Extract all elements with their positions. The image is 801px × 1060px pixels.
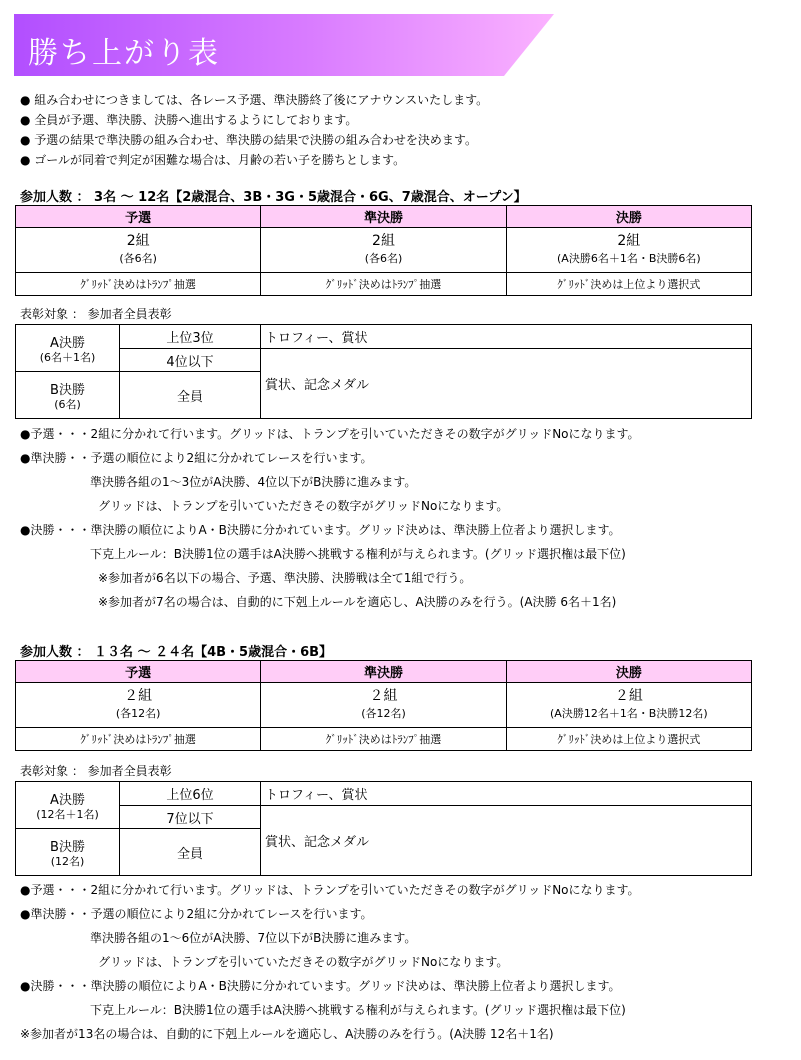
rank-all: 全員 xyxy=(120,372,261,419)
section1-heading: 参加人数 ： 3名 ～ 12名【2歳混合、3B・3G・5歳混合・6G、7歳混合、オープン】 xyxy=(20,190,527,205)
note-item: ● 予選の結果で準決勝の組み合わせ、準決勝の結果で決勝の組み合わせを決めます。 xyxy=(20,133,477,147)
rank-top: 上位6位 xyxy=(120,782,261,806)
prize-rest: 賞状、記念メダル xyxy=(261,349,752,419)
rank-below: 7位以下 xyxy=(120,806,261,829)
rank-below: 4位以下 xyxy=(120,349,261,372)
qualifying-groups: 2組 (各6名) xyxy=(16,228,261,273)
general-notes xyxy=(20,90,488,170)
explanation-line: 下克上ルール：B決勝1位の選手はA決勝へ挑戦する権利が与えられます。(グリッド選択権は最下位) xyxy=(90,547,626,561)
explanation-line: グリッドは、トランプを引いていただきその数字がグリッドNoになります。 xyxy=(98,955,509,969)
explanation-line: 下克上ルール：B決勝1位の選手はA決勝へ挑戦する権利が与えられます。(グリッド選択権は最下位) xyxy=(90,1003,626,1017)
col-semifinal: 準決勝 xyxy=(261,206,506,228)
semifinal-groups: ２組 (各12名) xyxy=(261,683,506,728)
section2-award-table xyxy=(15,781,752,876)
prize-top: トロフィー、賞状 xyxy=(261,325,752,349)
explanation-line: グリッドは、トランプを引いていただきその数字がグリッドNoになります。 xyxy=(98,499,509,513)
col-semifinal: 準決勝 xyxy=(261,661,506,683)
qualifying-method: ｸﾞﾘｯﾄﾞ決めはﾄﾗﾝﾌﾟ抽選 xyxy=(16,273,261,296)
rank-all: 全員 xyxy=(120,829,261,876)
title-banner xyxy=(14,14,554,76)
b-final-cell: B決勝 (12名) xyxy=(16,829,120,876)
page-title: 勝ち上がり表 xyxy=(28,36,220,71)
col-qualifying: 予選 xyxy=(16,661,261,683)
explanation-line: ※参加者が13名の場合は、自動的に下剋上ルールを適応し、A決勝のみを行う。(A決勝 12名＋1名) xyxy=(20,1027,554,1041)
col-final: 決勝 xyxy=(506,206,751,228)
section1-round-table xyxy=(15,205,752,296)
explanation-line: 準決勝各組の1～6位がA決勝、7位以下がB決勝に進みます。 xyxy=(90,931,417,945)
explanation-line: ※参加者が7名の場合は、自動的に下剋上ルールを適応し、A決勝のみを行う。(A決勝 6名＋1名) xyxy=(98,595,617,609)
final-method: ｸﾞﾘｯﾄﾞ決めは上位より選択式 xyxy=(506,728,751,751)
explanation-line: 準決勝各組の1～3位がA決勝、4位以下がB決勝に進みます。 xyxy=(90,475,417,489)
section1-explanations xyxy=(20,422,640,614)
rank-top: 上位3位 xyxy=(120,325,261,349)
section2-award-caption: 表彰対象 ： 参加者全員表彰 xyxy=(20,764,172,778)
prize-top: トロフィー、賞状 xyxy=(261,782,752,806)
a-final-cell: A決勝 (12名＋1名) xyxy=(16,782,120,829)
note-item: ● ゴールが同着で判定が困難な場合は、月齢の若い子を勝ちとします。 xyxy=(20,153,406,167)
a-final-cell: A決勝 (6名＋1名) xyxy=(16,325,120,372)
section1-award-caption: 表彰対象 ： 参加者全員表彰 xyxy=(20,307,172,321)
final-groups: 2組 (A決勝6名＋1名・B決勝6名) xyxy=(506,228,751,273)
semifinal-groups: 2組 (各6名) xyxy=(261,228,506,273)
explanation-line: ●決勝・・・準決勝の順位によりA・B決勝に分かれています。グリッド決めは、準決勝上位者より選択します。 xyxy=(20,979,621,993)
semifinal-method: ｸﾞﾘｯﾄﾞ決めはﾄﾗﾝﾌﾟ抽選 xyxy=(261,728,506,751)
explanation-line: ●予選・・・2組に分かれて行います。グリッドは、トランプを引いていただきその数字がグリッドNoになります。 xyxy=(20,883,640,897)
prize-rest: 賞状、記念メダル xyxy=(261,806,752,876)
col-final: 決勝 xyxy=(506,661,751,683)
section1-award-table xyxy=(15,324,752,419)
section2-explanations xyxy=(20,878,640,1046)
explanation-line: ●準決勝・・予選の順位により2組に分かれてレースを行います。 xyxy=(20,907,373,921)
section2-round-table xyxy=(15,660,752,751)
qualifying-groups: ２組 (各12名) xyxy=(16,683,261,728)
note-item: ● 全員が予選、準決勝、決勝へ進出するようにしております。 xyxy=(20,113,358,127)
col-qualifying: 予選 xyxy=(16,206,261,228)
final-groups: ２組 (A決勝12名＋1名・B決勝12名) xyxy=(506,683,751,728)
explanation-line: ●決勝・・・準決勝の順位によりA・B決勝に分かれています。グリッド決めは、準決勝上位者より選択します。 xyxy=(20,523,621,537)
final-method: ｸﾞﾘｯﾄﾞ決めは上位より選択式 xyxy=(506,273,751,296)
section2-heading: 参加人数 ： １３名 ～ ２４名【4B・5歳混合・6B】 xyxy=(20,645,333,660)
explanation-line: ※参加者が6名以下の場合、予選、準決勝、決勝戦は全て1組で行う。 xyxy=(98,571,472,585)
explanation-line: ●準決勝・・予選の順位により2組に分かれてレースを行います。 xyxy=(20,451,373,465)
semifinal-method: ｸﾞﾘｯﾄﾞ決めはﾄﾗﾝﾌﾟ抽選 xyxy=(261,273,506,296)
explanation-line: ●予選・・・2組に分かれて行います。グリッドは、トランプを引いていただきその数字がグリッドNoになります。 xyxy=(20,427,640,441)
b-final-cell: B決勝 (6名) xyxy=(16,372,120,419)
qualifying-method: ｸﾞﾘｯﾄﾞ決めはﾄﾗﾝﾌﾟ抽選 xyxy=(16,728,261,751)
note-item: ● 組み合わせにつきましては、各レース予選、準決勝終了後にアナウンスいたします。 xyxy=(20,93,489,107)
